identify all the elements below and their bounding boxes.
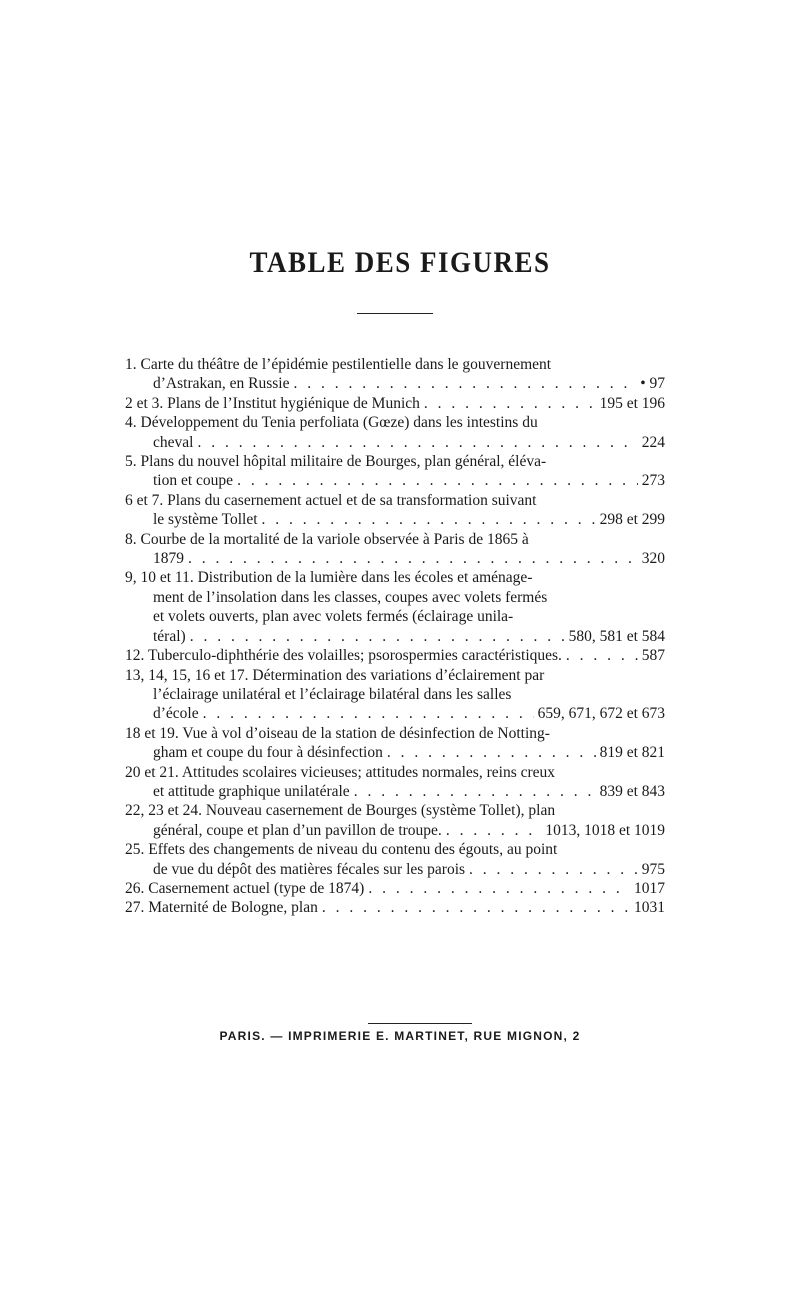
dot-leader [190,627,565,646]
figure-entry [125,452,665,491]
dot-leader [387,743,596,762]
figure-entry-text: 18 et 19. Vue à vol d’oiseau de la station de désinfection de Notting- [125,724,550,742]
footer-rule [368,1023,472,1024]
page-reference: 659, 671, 672 et 673 [537,705,665,723]
dot-leader [446,821,542,840]
page-reference: 320 [641,550,665,568]
figure-entry-text: 13, 14, 15, 16 et 17. Détermination des variations d’éclairement par [125,666,545,684]
figure-entry [125,879,665,898]
figure-entry [125,568,665,646]
title-rule [357,313,433,314]
figure-entry-text: l’éclairage unilatéral et l’éclairage bilatéral dans les salles [153,685,512,703]
figure-entry [125,840,665,879]
figure-entry-text: tion et coupe [153,472,234,490]
figure-entry [125,666,665,724]
figure-entry-text: 20 et 21. Attitudes scolaires vicieuses; attitudes normales, reins creux [125,763,556,781]
dot-leader [322,898,630,917]
figure-entry-text: 22, 23 et 24. Nouveau casernement de Bourges (système Tollet), plan [125,802,556,820]
dot-leader [293,374,636,393]
figure-entry-text: d’Astrakan, en Russie [153,375,290,393]
page-reference: 1031 [634,899,665,917]
figure-entry [125,394,665,413]
figure-entry-text: général, coupe et plan d’un pavillon de troupe. [153,821,442,839]
figure-entry-text: de vue du dépôt des matières fécales sur les parois [153,860,466,878]
figure-entry [125,724,665,763]
figure-entry-text: téral) [153,627,186,645]
figure-list [125,355,665,918]
page-reference: 298 et 299 [599,511,665,529]
figure-entry-text: 1879 [153,550,184,568]
figure-entry [125,355,665,394]
figure-entry-text: et volets ouverts, plan avec volets fermés (éclairage unila- [153,608,514,626]
page-reference: 819 et 821 [599,744,665,762]
page-reference: 273 [641,472,665,490]
figure-entry-text: 26. Casernement actuel (type de 1874) [125,879,365,897]
dot-leader [368,879,630,898]
dot-leader [262,510,596,529]
page-reference: 1013, 1018 et 1019 [545,821,665,839]
page-reference: 839 et 843 [599,782,665,800]
figure-entry-text: 2 et 3. Plans de l’Institut hygiénique de Munich [125,394,420,412]
page-reference: 587 [641,647,665,665]
figure-entry [125,530,665,569]
figure-entry [125,801,665,840]
page-reference: 1017 [634,879,665,897]
page-reference: 580, 581 et 584 [568,627,665,645]
figure-entry-text: 25. Effets des changements de niveau du contenu des égouts, au point [125,841,558,859]
page-reference: 195 et 196 [599,394,665,412]
figure-entry-text: 8. Courbe de la mortalité de la variole observée à Paris de 1865 à [125,530,529,548]
figure-entry [125,413,665,452]
dot-leader [354,782,596,801]
page-title: TABLE DES FIGURES [249,245,551,279]
figure-entry-text: d’école [153,705,199,723]
figure-entry [125,898,665,917]
dot-leader [469,860,638,879]
figure-entry [125,763,665,802]
figure-entry [125,491,665,530]
figure-entry-text: le système Tollet [153,511,258,529]
figure-entry-text: ment de l’insolation dans les classes, coupes avec volets fermés [153,588,548,606]
page-reference: 224 [641,433,665,451]
figure-entry-text: 1. Carte du théâtre de l’épidémie pestilentielle dans le gouvernement [125,356,552,373]
printer-imprint: PARIS. — IMPRIMERIE E. MARTINET, RUE MIGNON, 2 [219,1029,581,1043]
dot-leader [424,394,596,413]
dot-leader [197,433,637,452]
figure-entry-text: 9, 10 et 11. Distribution de la lumière dans les écoles et aménage- [125,569,533,587]
dot-leader [188,549,638,568]
dot-leader [566,646,638,665]
figure-entry-text: 4. Développement du Tenia perfoliata (Gœze) dans les intestins du [125,414,538,432]
figure-entry-text: 27. Maternité de Bologne, plan [125,899,318,917]
dot-leader [237,471,638,490]
figure-entry [125,646,665,665]
figure-entry-text: 12. Tuberculo-diphthérie des volailles; psorospermies caractéristiques. [125,647,562,665]
figure-entry-text: 6 et 7. Plans du casernement actuel et de sa transformation suivant [125,491,537,509]
figure-entry-text: gham et coupe du four à désinfection [153,744,383,762]
dot-leader [203,704,534,723]
figure-entry-text: 5. Plans du nouvel hôpital militaire de Bourges, plan général, éléva- [125,453,547,471]
page-reference: 975 [641,860,665,878]
page-reference: • 97 [640,375,665,393]
figure-entry-text: cheval [153,433,194,451]
figure-entry-text: et attitude graphique unilatérale [153,782,350,800]
